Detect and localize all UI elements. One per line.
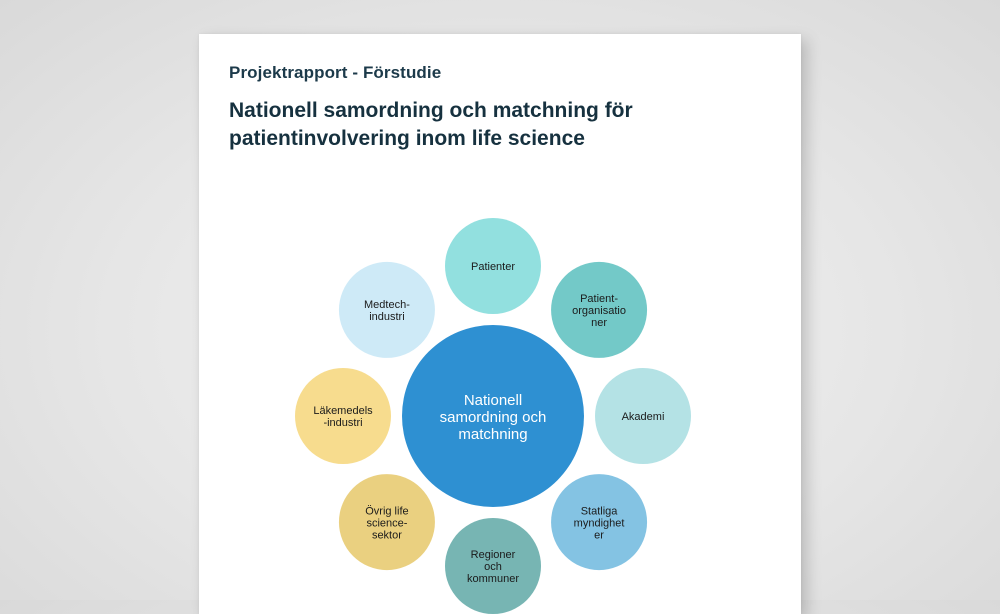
document-title-line-2: patientinvolvering inom life science xyxy=(229,127,585,150)
node-label-statliga-myndighet-er: Statliga myndighet er xyxy=(573,505,625,542)
node-label-lakemedels-industri: Läkemedels -industri xyxy=(313,405,373,430)
center-label: Nationell samordning och matchning xyxy=(439,391,547,443)
node-label-patient-organisatio-ner: Patient-organisatio ner xyxy=(572,293,626,330)
node-label-regioner-och-kommuner: Regioner och kommuner xyxy=(467,549,519,586)
node-label-ovrig-life-science-sektor: Övrig life science-sektor xyxy=(365,505,409,542)
node-label-akademi: Akademi xyxy=(621,411,665,424)
node-label-medtech-industri: Medtech-industri xyxy=(364,299,410,324)
document-label: Projektrapport - Förstudie xyxy=(229,63,442,82)
stakeholder-diagram xyxy=(199,34,801,614)
node-label-patienter: Patienter xyxy=(470,261,516,274)
document-title-line-1: Nationell samordning och matchning för xyxy=(229,99,633,122)
report-cover-page xyxy=(199,34,801,614)
